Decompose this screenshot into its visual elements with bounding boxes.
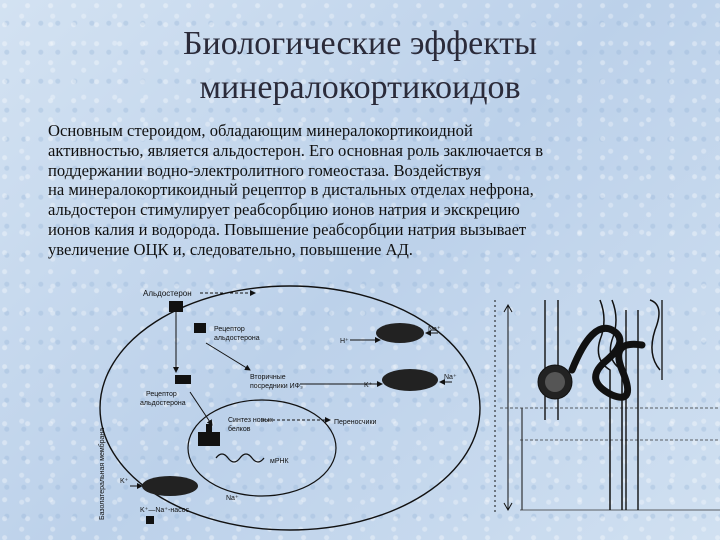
body-line: Основным стероидом, обладающим минералокортикоидной [48, 121, 473, 140]
na-right-label: Na⁺ [444, 374, 457, 381]
mrna-strand [216, 454, 264, 462]
body-line: альдостерон стимулирует реабсорбцию ионов натрия и экскрецию [48, 200, 520, 220]
aldosterone-block [169, 301, 183, 312]
membrane-label: Базолатеральная мембрана [99, 427, 106, 520]
body-line: увеличение ОЦК и, следовательно, повышение АД. [48, 239, 413, 259]
dna-block [198, 432, 220, 446]
synthesis-label-1: Синтез новых [228, 417, 273, 424]
body-line: на минералокортикоидный рецептор в дистальных отделах нефрона, [48, 180, 534, 200]
channel-right [382, 369, 438, 391]
receptor-left-block [175, 375, 191, 384]
synthesis-label-2: белков [228, 426, 251, 433]
mrna-label: мРНК [270, 458, 289, 465]
na-top-label: Na⁺ [428, 326, 441, 333]
carriers-label: Переносчики [334, 419, 377, 426]
receptor-left-label-2: альдостерона [140, 400, 186, 407]
pump-label: K⁺—Na⁺-насос [140, 507, 190, 514]
body-line: ионов калия и водорода. Повышение реабсорбции натрия вызывает [48, 219, 527, 239]
h-plus-label: H⁺ [340, 338, 349, 345]
k-plus-right-label: K⁺ [364, 382, 373, 389]
title-line-2: минералокортикоидов [199, 69, 521, 106]
body-line: активностью, является альдостерон. Его основная роль заключается в [48, 140, 544, 160]
channel-top [376, 323, 424, 343]
receptor-top-label-1: Рецептор [214, 326, 245, 333]
secondary-label-2: посредники ИФ₃ [250, 383, 303, 390]
nucleus-outline [188, 400, 336, 496]
body-line: поддержании водно-электролитного гомеостаза. Воздействуя [48, 160, 482, 180]
receptor-top-label-2: альдостерона [214, 335, 260, 342]
na-bottom-label: Na⁺ [226, 495, 239, 502]
receptor-left-label-1: Рецептор [146, 391, 177, 398]
k-plus-left-label: K⁺ [120, 478, 129, 485]
pump-channel [142, 476, 198, 496]
nephron-illustration [495, 300, 720, 515]
secondary-label-1: Вторичные [250, 374, 286, 381]
aldosterone-label: Альдостерон [143, 289, 192, 298]
pump-block [146, 516, 154, 524]
title-line-1: Биологические эффекты [183, 25, 537, 62]
receptor-top-block [194, 323, 206, 333]
